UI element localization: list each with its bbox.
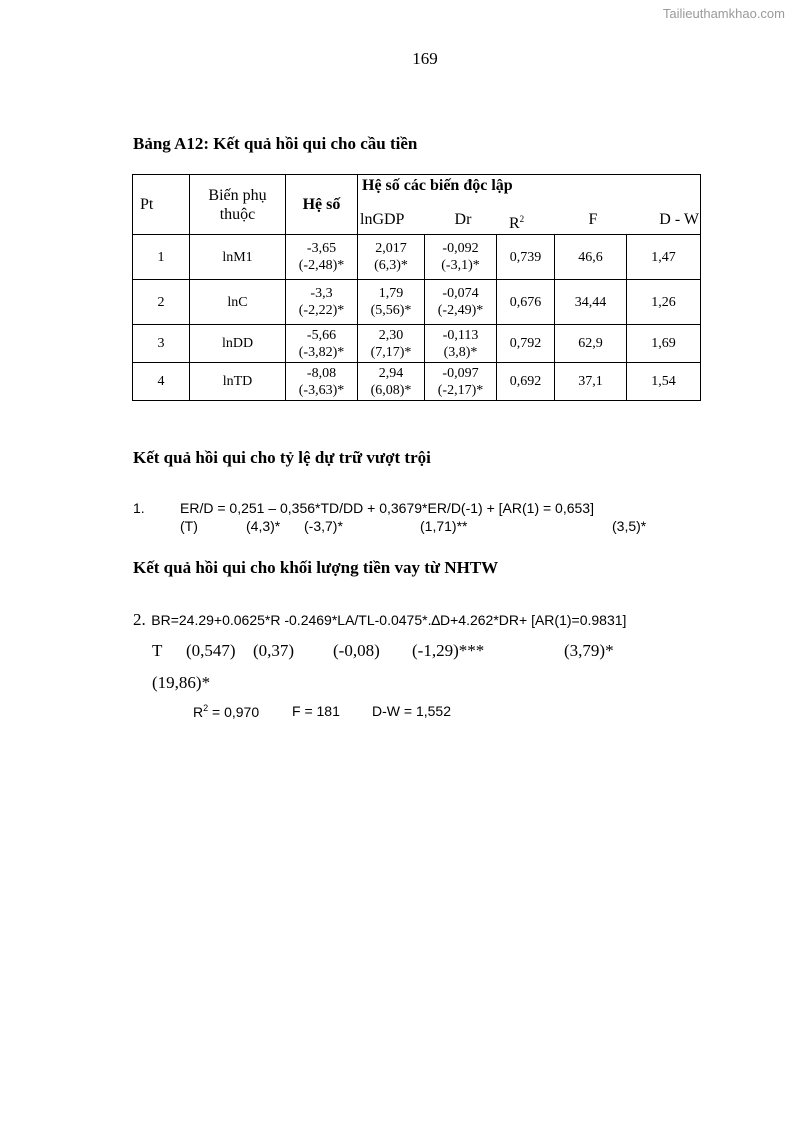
t-label: (T) — [180, 518, 198, 534]
header-coefficient: Hệ số — [286, 175, 358, 235]
durbin-watson: D-W = 1,552 — [372, 703, 451, 719]
page-number: 169 — [412, 49, 438, 68]
t-value: (4,3)* — [246, 518, 281, 534]
equation-2 — [133, 610, 626, 630]
t-value: (-1,29)*** — [412, 641, 485, 660]
cell-f: 62,9 — [555, 325, 627, 363]
cell-pt: 3 — [133, 325, 190, 363]
regression-table — [132, 174, 701, 401]
equation-2-formula: BR=24.29+0.0625*R -0.2469*LA/TL-0.0475*.∆D+4.262*DR+ [AR(1)=0.9831] — [151, 612, 627, 628]
table-title: Bảng A12: Kết quả hồi qui cho cầu tiền — [133, 134, 418, 153]
header-dependent-variable: Biến phụ thuộc — [190, 175, 286, 235]
table-row — [133, 363, 701, 401]
watermark: Tailieuthamkhao.com — [662, 6, 785, 21]
cell-r2: 0,692 — [497, 363, 555, 401]
equation-2-number: 2. — [133, 610, 146, 629]
cell-dependent: lnTD — [190, 363, 286, 401]
cell-f: 34,44 — [555, 280, 627, 325]
cell-dw: 1,26 — [627, 280, 701, 325]
equation-2-fit-stats — [0, 703, 794, 723]
cell-pt: 2 — [133, 280, 190, 325]
r-squared: $R^2 = 0,970$ — [193, 703, 260, 720]
cell-lngdp: 1,79 (5,56)* — [358, 280, 425, 325]
header-dw: D - W — [659, 211, 699, 228]
f-statistic: F = 181 — [292, 703, 340, 719]
equation-1-t-stats — [0, 518, 794, 536]
cell-f: 46,6 — [555, 235, 627, 280]
cell-pt: 4 — [133, 363, 190, 401]
cell-dr: -0,074 (-2,49)* — [425, 280, 497, 325]
cell-coef: -8,08 (-3,63)* — [286, 363, 358, 401]
cell-dependent: lnC — [190, 280, 286, 325]
equation-1-formula: ER/D = 0,251 – 0,356*TD/DD + 0,3679*ER/D(-1) + [AR(1) = 0,653] — [180, 500, 594, 516]
table-row — [133, 280, 701, 325]
section-excess-reserve-title: Kết quả hồi qui cho tỷ lệ dự trữ vượt trội — [133, 448, 431, 467]
t-label: T — [152, 641, 163, 660]
cell-dw: 1,47 — [627, 235, 701, 280]
cell-lngdp: 2,017 (6,3)* — [358, 235, 425, 280]
cell-dependent: lnM1 — [190, 235, 286, 280]
section-central-bank-loans-title: Kết quả hồi qui cho khối lượng tiền vay từ NHTW — [133, 558, 499, 577]
header-pt: Pt — [133, 175, 190, 235]
cell-r2: 0,739 — [497, 235, 555, 280]
header-lngdp: lnGDP — [360, 211, 405, 228]
cell-coef: -3,3 (-2,22)* — [286, 280, 358, 325]
equation-2-t-stats — [0, 641, 794, 663]
cell-r2: 0,792 — [497, 325, 555, 363]
t-value: (-0,08) — [333, 641, 380, 660]
cell-dr: -0,092 (-3,1)* — [425, 235, 497, 280]
cell-dw: 1,69 — [627, 325, 701, 363]
t-value: (0,37) — [253, 641, 295, 660]
t-value: (3,79)* — [564, 641, 614, 660]
cell-dw: 1,54 — [627, 363, 701, 401]
cell-coef: -5,66 (-3,82)* — [286, 325, 358, 363]
header-group-title: Hệ số các biến độc lập — [362, 177, 513, 194]
cell-lngdp: 2,94 (6,08)* — [358, 363, 425, 401]
table-row — [133, 325, 701, 363]
table-row — [133, 235, 701, 280]
cell-dr: -0,097 (-2,17)* — [425, 363, 497, 401]
equation-1 — [133, 500, 594, 516]
cell-dr: -0,113 (3,8)* — [425, 325, 497, 363]
cell-f: 37,1 — [555, 363, 627, 401]
header-f: F — [588, 211, 598, 228]
header-dr: Dr — [454, 211, 472, 228]
header-independent-group — [358, 175, 701, 235]
cell-pt: 1 — [133, 235, 190, 280]
cell-lngdp: 2,30 (7,17)* — [358, 325, 425, 363]
cell-coef: -3,65 (-2,48)* — [286, 235, 358, 280]
t-value: (3,5)* — [612, 518, 647, 534]
equation-1-number: 1. — [133, 500, 145, 516]
header-r2: $R^2$ — [509, 214, 525, 232]
t-value: (0,547) — [186, 641, 236, 660]
cell-r2: 0,676 — [497, 280, 555, 325]
t-value: (-3,7)* — [304, 518, 343, 534]
cell-dependent: lnDD — [190, 325, 286, 363]
t-value: (19,86)* — [152, 673, 211, 692]
t-value: (1,71)** — [420, 518, 468, 534]
